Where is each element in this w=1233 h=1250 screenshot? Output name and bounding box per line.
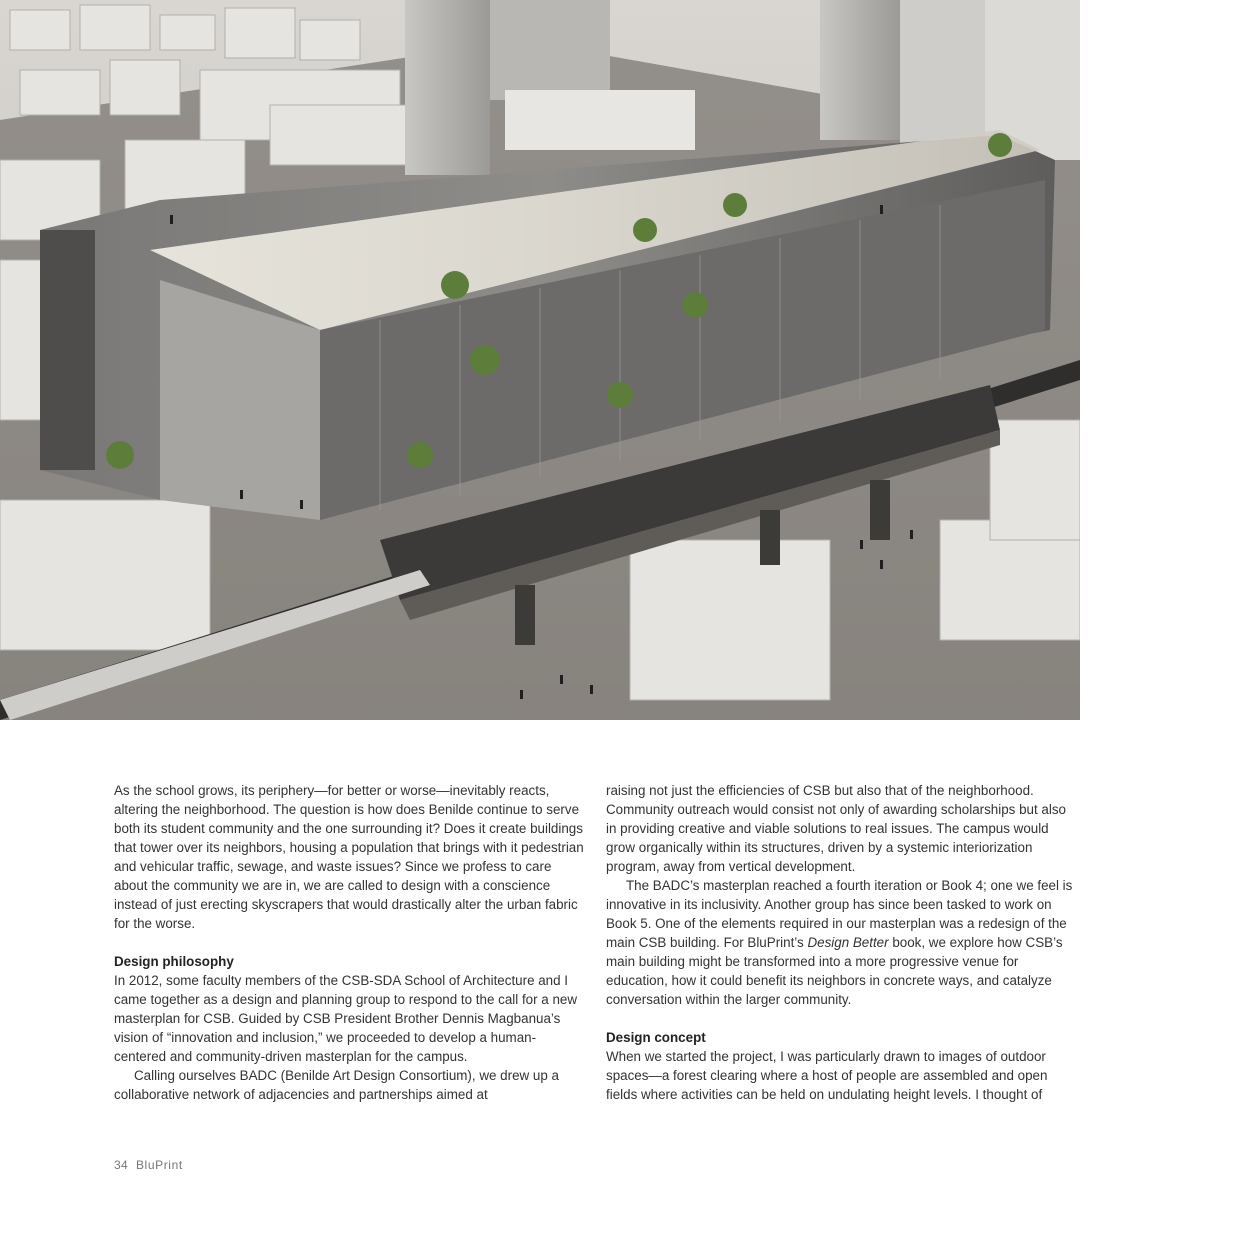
page-folio xyxy=(114,1158,183,1172)
section-heading-design-concept: Design concept xyxy=(606,1030,706,1045)
philosophy-paragraph: In 2012, some faculty members of the CSB-SDA School of Architecture and I came together as a design and planning group to respond to the call for a new masterplan for CSB. Guided by CSB President Brother Dennis Magbanua’s vision of “innovation and inclusion,” we proceeded to develop a human-centered and community-driven masterplan for the campus. xyxy=(114,973,578,1064)
section-heading-design-philosophy: Design philosophy xyxy=(114,954,234,969)
concept-paragraph: When we started the project, I was particularly drawn to images of outdoor spaces—a forest clearing where a host of people are assembled and open fields where activities can be held on undulating height levels. I thought of xyxy=(606,1049,1048,1102)
publication-name: BluPrint xyxy=(135,1158,183,1172)
article-right-column xyxy=(606,781,1080,1104)
continuation-paragraph: raising not just the efficiencies of CSB but also that of the neighborhood. Community outreach would consist not only of awarding scholarships but also in providing creative and viable solutions to real issues. The campus would grow organically within its structures, driven by a systemic interiorization program, away from vertical development. xyxy=(606,783,1066,874)
masterplan-text-start: The BADC’s masterplan reached a fourth iteration or Book 4; one we feel is innovative in its inclusivity. Another group has since been tasked to work on Book 5. One of the elements required in our masterplan was a redesign of the main CSB building. For BluPrint’s xyxy=(606,878,1073,950)
intro-paragraph: As the school grows, its periphery—for better or worse—inevitably reacts, altering the neighborhood. The question is how does Benilde continue to serve both its student community and the one surrounding it? Does it create buildings that tower over its neighbors, housing a population that brings with it pedestrian and vehicular traffic, sewage, and waste issues? Since we profess to care about the community we are in, we are called to design with a conscience instead of just erecting skyscrapers that would drastically alter the urban fabric for the worse. xyxy=(114,783,584,931)
page-number: 34 xyxy=(114,1158,128,1172)
masterplan-text-end: book, we explore how CSB’s main building might be transformed into a more progressive venue for education, how it could benefit its neighbors in concrete ways, and catalyze conversation within the larger community. xyxy=(606,935,1063,1007)
book-title-design-better: Design Better xyxy=(807,935,889,950)
badc-paragraph: Calling ourselves BADC (Benilde Art Design Consortium), we drew up a collaborative network of adjacencies and partnerships aimed at xyxy=(114,1068,559,1102)
masterplan-paragraph xyxy=(606,876,1080,1009)
article-left-column xyxy=(114,781,588,1104)
